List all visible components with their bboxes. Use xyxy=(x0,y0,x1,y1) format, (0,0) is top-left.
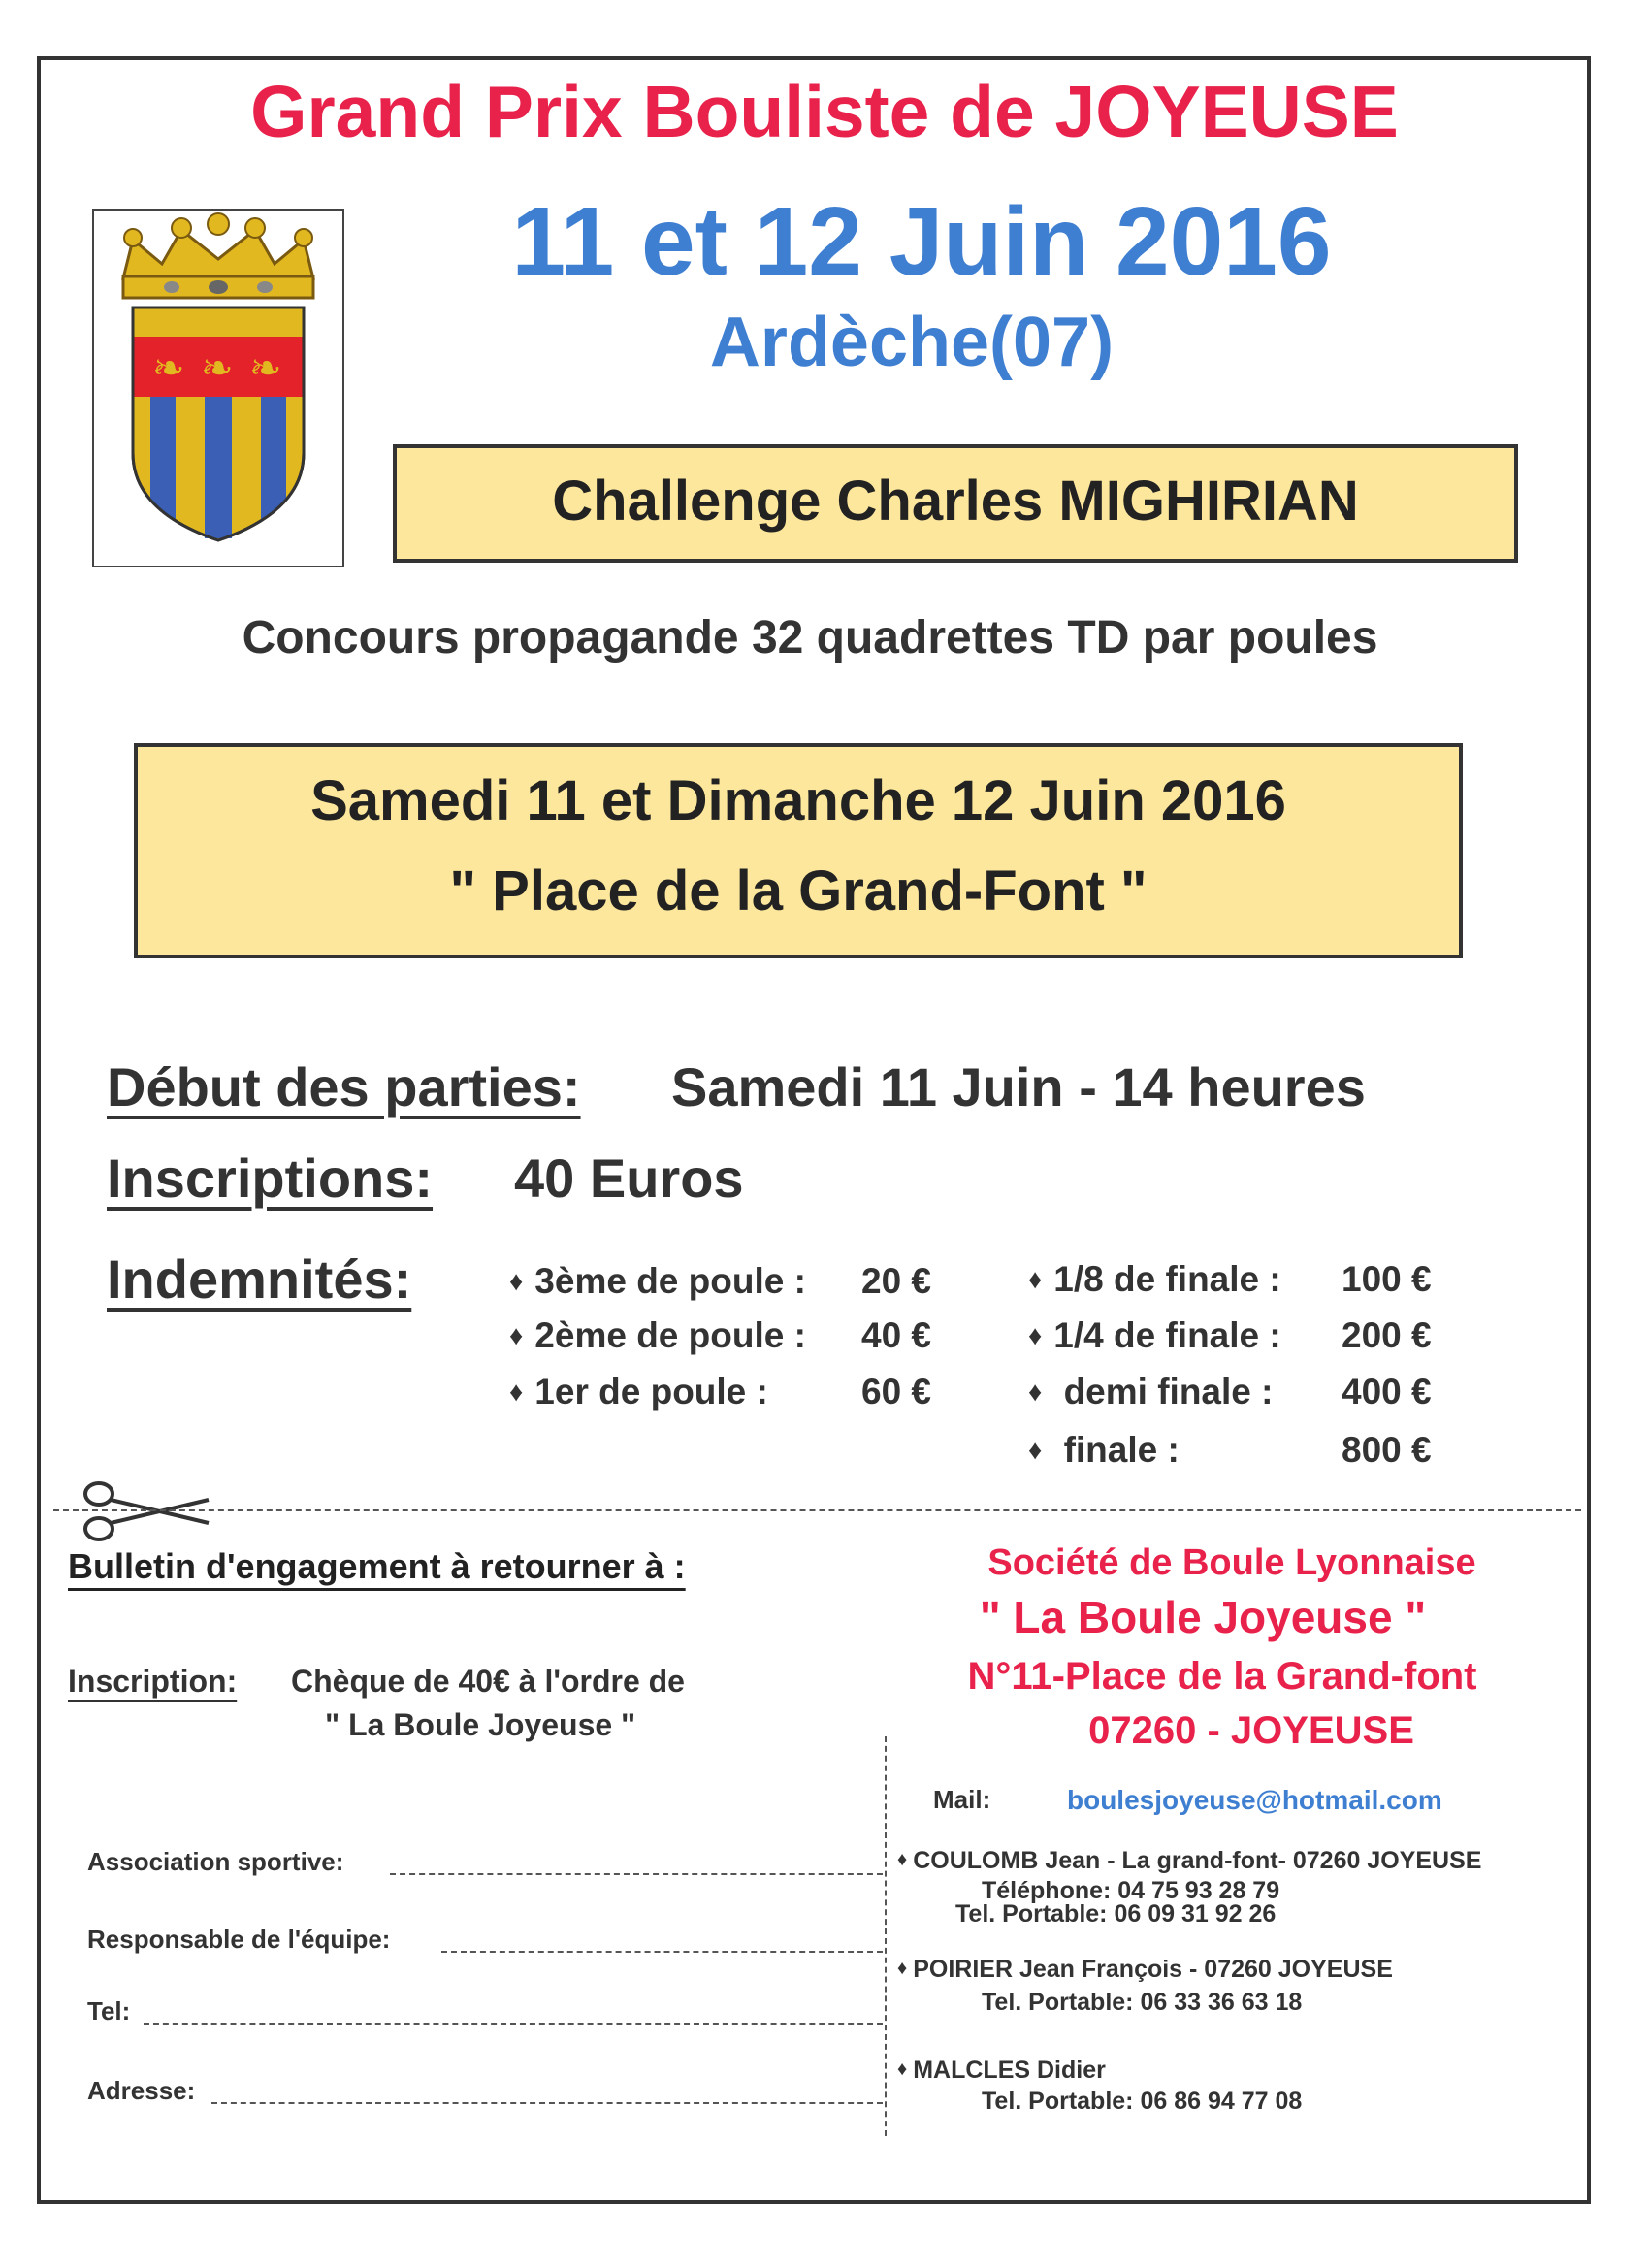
date-location-box xyxy=(134,743,1463,958)
mail-value: boulesjoyeuse@hotmail.com xyxy=(1067,1785,1442,1815)
indemnite-item: ♦ finale : xyxy=(1028,1430,1180,1470)
scissors-icon xyxy=(78,1478,213,1549)
coat-of-arms-icon xyxy=(92,209,344,567)
mail-label: Mail: xyxy=(933,1785,991,1814)
contact-line: Tel. Portable: 06 33 36 63 18 xyxy=(982,1989,1303,2016)
challenge-box xyxy=(393,444,1518,563)
diamond-bullet-icon: ♦ xyxy=(509,1266,524,1296)
inscription-line1: Chèque de 40€ à l'ordre de xyxy=(291,1664,685,1699)
indemnite-item: ♦ 1/4 de finale : xyxy=(1028,1315,1281,1355)
field-responsable: Responsable de l'équipe: xyxy=(87,1925,391,1954)
cut-line xyxy=(53,1509,1581,1511)
indemnite-item: ♦ 1/8 de finale : xyxy=(1028,1259,1281,1299)
date-line: Samedi 11 et Dimanche 12 Juin 2016 xyxy=(310,769,1286,832)
society-address: N°11-Place de la Grand-font xyxy=(967,1655,1477,1698)
contact-line: Tel. Portable: 06 09 31 92 26 xyxy=(955,1900,1277,1928)
indemnite-item: ♦ demi finale : xyxy=(1028,1372,1274,1411)
concours-line: Concours propagande 32 quadrettes TD par poules xyxy=(242,612,1378,664)
diamond-bullet-icon: ♦ xyxy=(509,1320,524,1350)
society-name: Société de Boule Lyonnaise xyxy=(987,1542,1476,1583)
inscription-line2: " La Boule Joyeuse " xyxy=(325,1707,636,1742)
event-region: Ardèche(07) xyxy=(709,304,1115,381)
indemnite-amount: 60 € xyxy=(861,1372,932,1411)
indemnite-amount: 100 € xyxy=(1342,1259,1432,1299)
inscriptions-label: Inscriptions: xyxy=(107,1148,434,1209)
diamond-bullet-icon: ♦ xyxy=(1028,1377,1043,1407)
svg-text:❧: ❧ xyxy=(152,346,185,391)
form-divider xyxy=(885,1736,887,2136)
inscription-label: Inscription: xyxy=(68,1664,238,1699)
contact-name: ♦ MALCLES Didier xyxy=(897,2057,1106,2084)
bulletin-title: Bulletin d'engagement à retourner à : xyxy=(68,1546,686,1586)
event-dates: 11 et 12 Juin 2016 xyxy=(511,187,1332,296)
debut-value: Samedi 11 Juin - 14 heures xyxy=(671,1056,1366,1118)
debut-label: Début des parties: xyxy=(107,1056,581,1118)
field-line xyxy=(441,1951,883,1953)
indemnite-amount: 400 € xyxy=(1342,1372,1432,1411)
diamond-bullet-icon: ♦ xyxy=(897,1849,908,1870)
indemnite-item: ♦ 1er de poule : xyxy=(509,1372,768,1411)
field-association: Association sportive: xyxy=(87,1847,344,1876)
field-line xyxy=(390,1873,883,1875)
field-line xyxy=(144,2023,883,2025)
indemnites-label: Indemnités: xyxy=(107,1248,412,1310)
contact-name: ♦ POIRIER Jean François - 07260 JOYEUSE xyxy=(897,1956,1393,1983)
location-line: " Place de la Grand-Font " xyxy=(449,859,1148,923)
indemnite-amount: 40 € xyxy=(861,1315,932,1355)
indemnite-item: ♦ 3ème de poule : xyxy=(509,1261,806,1301)
contact-name: ♦ COULOMB Jean - La grand-font- 07260 JOYEUSE xyxy=(897,1847,1482,1874)
diamond-bullet-icon: ♦ xyxy=(1028,1320,1043,1350)
svg-text:❧: ❧ xyxy=(201,346,234,391)
field-tel: Tel: xyxy=(87,1996,131,2025)
society-club: " La Boule Joyeuse " xyxy=(979,1592,1427,1642)
challenge-title: Challenge Charles MIGHIRIAN xyxy=(552,470,1359,533)
contact-line: Téléphone: 04 75 93 28 79 xyxy=(982,1877,1280,1904)
indemnite-amount: 20 € xyxy=(861,1261,932,1301)
society-city: 07260 - JOYEUSE xyxy=(1088,1709,1414,1752)
poster-title: Grand Prix Bouliste de JOYEUSE xyxy=(250,71,1399,152)
indemnite-amount: 800 € xyxy=(1342,1430,1432,1470)
indemnite-amount: 200 € xyxy=(1342,1315,1432,1355)
inscriptions-value: 40 Euros xyxy=(514,1148,744,1209)
field-line xyxy=(211,2102,883,2104)
diamond-bullet-icon: ♦ xyxy=(1028,1435,1043,1465)
diamond-bullet-icon: ♦ xyxy=(897,2058,908,2080)
field-adresse: Adresse: xyxy=(87,2076,196,2105)
diamond-bullet-icon: ♦ xyxy=(509,1377,524,1407)
contact-line: Tel. Portable: 06 86 94 77 08 xyxy=(982,2088,1303,2115)
diamond-bullet-icon: ♦ xyxy=(897,1958,908,1979)
indemnite-item: ♦ 2ème de poule : xyxy=(509,1315,806,1355)
svg-text:❧: ❧ xyxy=(249,346,282,391)
diamond-bullet-icon: ♦ xyxy=(1028,1264,1043,1294)
